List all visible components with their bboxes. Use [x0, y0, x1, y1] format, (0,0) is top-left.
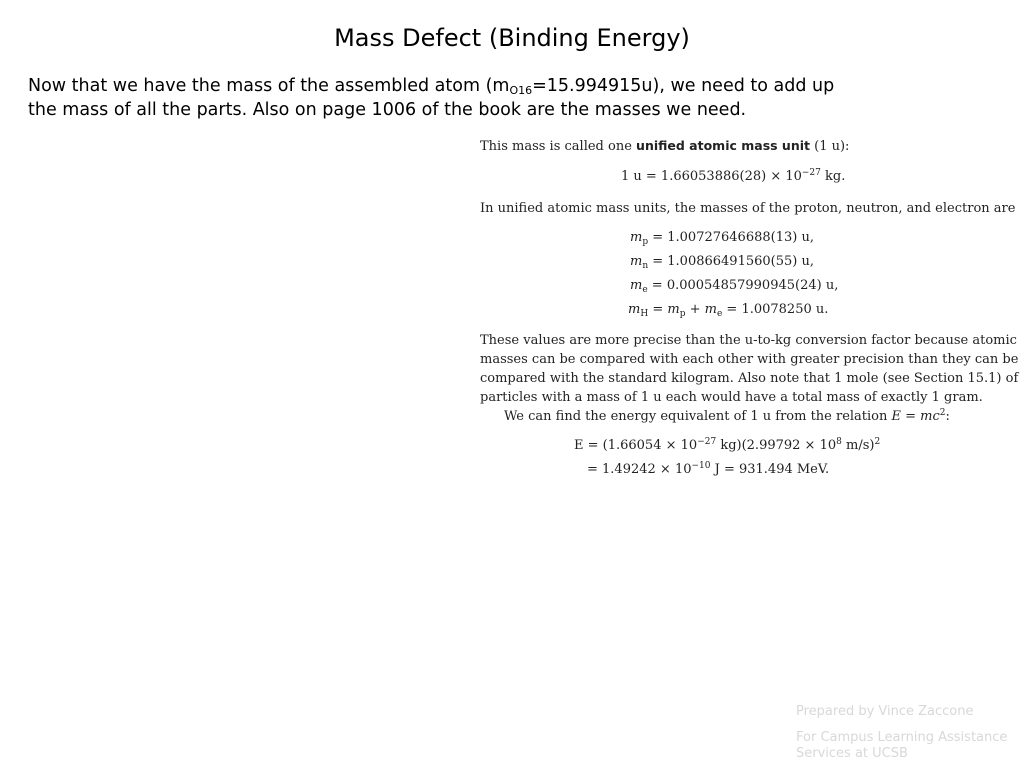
- equation-energy-2: = $1.49242 \times 10^{-10}$ J = 931.494 MeV.: [587, 461, 830, 477]
- equation-energy-1: $E = (1.66054 \times 10^{-27}$ $kg)(2.99792 \times 10^8$ m/s)$^2$: [574, 437, 881, 453]
- book-para-line-1: These values are more precise than the u-to-kg conversion factor because atomic: [480, 333, 1017, 348]
- equation-u-to-kg: 1 $u = 1.66053886(28) \times 10^{-27}$ kg.: [621, 168, 846, 184]
- footer-organization: For Campus Learning Assistance Services at UCSB: [796, 730, 1008, 761]
- equation-neutron-mass: $m_n = 1.00866491560(55)$ u,: [630, 254, 814, 271]
- book-para-line-3: compared with the standard kilogram. Also note that 1 mole (see Section 15.1) of: [480, 371, 1019, 386]
- book-para-line-5: We can find the energy equivalent of 1 u from the relation $E = mc^2$:: [504, 408, 950, 424]
- footer-author: Prepared by Vince Zaccone: [796, 704, 974, 719]
- intro-text: [28, 74, 1003, 122]
- intro-line-1: Now that we have the mass of the assembled atom $(m_{O16}=15.994915u)$, we need to add up: [28, 76, 835, 97]
- book-line-masses-intro: In unified atomic mass units, the masses of the proton, neutron, and electron are: [480, 201, 1016, 216]
- book-para-line-4: particles with a mass of 1 u each would have a total mass of exactly 1 gram.: [480, 390, 983, 405]
- equation-proton-mass: $m_p = 1.00727646688(13)$ u,: [630, 230, 814, 247]
- book-line-mass-unit: This mass is called one unified atomic mass unit (1 u):: [480, 138, 850, 154]
- book-para-line-2: masses can be compared with each other with greater precision than they can be: [480, 352, 1019, 367]
- equation-hydrogen-mass: $m_H = m_p + m_e = 1.0078250$ u.: [628, 302, 829, 319]
- equation-electron-mass: $m_e = 0.00054857990945(24)$ u,: [630, 278, 839, 295]
- intro-line-2: the mass of all the parts. Also on page 1006 of the book are the masses we need.: [28, 100, 747, 120]
- slide-title: Mass Defect (Binding Energy): [334, 24, 690, 52]
